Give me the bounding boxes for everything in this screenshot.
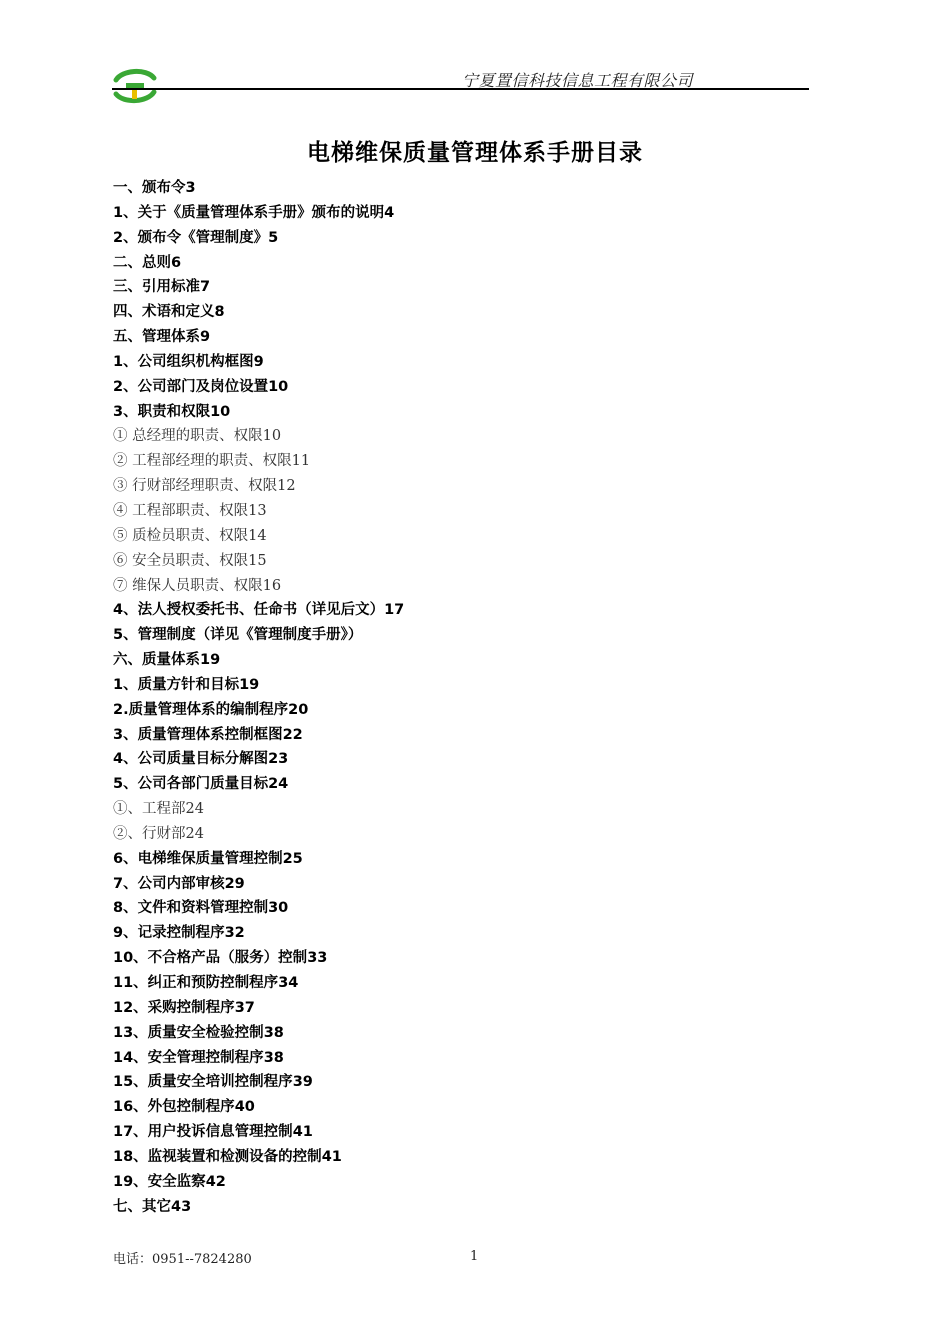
toc-entry[interactable]	[113, 449, 713, 474]
toc-entry[interactable]	[113, 797, 713, 822]
toc-entry-page: 17	[384, 602, 405, 619]
toc-entry-page: 24	[185, 825, 204, 842]
toc-entry-label: 16、外包控制程序	[113, 1099, 235, 1116]
toc-entry[interactable]	[113, 1145, 713, 1170]
toc-entry[interactable]	[113, 1195, 713, 1220]
toc-entry-label: 3、质量管理体系控制框图	[113, 726, 283, 743]
toc-entry-page: 30	[268, 900, 289, 917]
document-title: 电梯维保质量管理体系手册目录	[307, 140, 643, 166]
toc-entry-label: 7、公司内部审核	[113, 875, 225, 892]
toc-entry[interactable]	[113, 325, 713, 350]
toc-entry-label: 8、文件和资料管理控制	[113, 900, 269, 917]
toc-entry[interactable]	[113, 772, 713, 797]
toc-entry[interactable]	[113, 275, 713, 300]
toc-entry-page: 29	[224, 875, 245, 892]
toc-entry[interactable]	[113, 946, 713, 971]
toc-entry-label: 一、颁布令	[113, 180, 186, 196]
toc-entry-label: 3、职责和权限	[113, 403, 211, 420]
toc-entry-page: 22	[282, 726, 303, 743]
toc-entry-page: 10	[262, 428, 282, 445]
toc-entry-page: 16	[262, 577, 282, 594]
toc-entry[interactable]	[113, 1120, 713, 1145]
toc-entry-label: 1、公司组织机构框图	[113, 353, 254, 370]
toc-entry[interactable]	[113, 474, 713, 499]
toc-entry[interactable]	[113, 549, 713, 574]
toc-entry[interactable]	[113, 872, 713, 897]
company-logo-icon	[112, 66, 158, 106]
toc-entry-page: 3	[185, 180, 196, 196]
toc-entry-label: ① 总经理的职责、权限	[113, 428, 263, 445]
toc-entry-page: 11	[291, 453, 311, 470]
toc-entry-page: 12	[277, 478, 296, 495]
toc-entry-page: 41	[321, 1148, 342, 1165]
toc-entry-page: 25	[282, 850, 303, 867]
toc-entry-label: 13、质量安全检验控制	[113, 1024, 264, 1041]
toc-entry-label: ⑦ 维保人员职责、权限	[113, 577, 263, 594]
toc-entry[interactable]	[113, 300, 713, 325]
toc-entry-label: 19、安全监察	[113, 1173, 206, 1190]
toc-entry-page: 10	[268, 378, 289, 395]
toc-entry-label: 二、总则	[113, 254, 171, 271]
toc-entry-label: 1、质量方针和目标	[113, 676, 240, 693]
toc-entry-page: 41	[292, 1124, 313, 1141]
toc-entry-label: 4、法人授权委托书、任命书（详见后文）	[113, 602, 385, 619]
toc-entry[interactable]	[113, 350, 713, 375]
toc-entry[interactable]	[113, 673, 713, 698]
toc-entry-page: 20	[288, 701, 309, 718]
toc-entry[interactable]	[113, 896, 713, 921]
toc-entry-page: 13	[248, 502, 267, 519]
toc-entry-page: 10	[210, 403, 231, 420]
toc-entry-page: 9	[200, 329, 211, 346]
toc-entry-label: ③ 行财部经理职责、权限	[113, 478, 278, 495]
toc-entry-label: 2.质量管理体系的编制程序	[113, 701, 289, 718]
toc-entry-page: 5	[268, 229, 279, 246]
toc-entry-page: 43	[171, 1198, 192, 1215]
toc-entry[interactable]	[113, 424, 713, 449]
table-of-contents	[113, 176, 713, 1219]
toc-entry-label: 七、其它	[113, 1198, 171, 1215]
toc-entry-page: 34	[278, 975, 299, 991]
toc-entry-page: 38	[263, 1024, 284, 1041]
toc-entry-label: 10、不合格产品（服务）控制	[113, 950, 308, 967]
toc-entry[interactable]	[113, 847, 713, 872]
toc-entry[interactable]	[113, 201, 713, 226]
toc-entry-label: 三、引用标准	[113, 279, 200, 296]
toc-entry-label: 15、质量安全培训控制程序	[113, 1074, 293, 1091]
toc-entry-label: 2、颁布令《管理制度》	[113, 229, 269, 246]
toc-entry[interactable]	[113, 375, 713, 400]
toc-entry-label: 12、采购控制程序	[113, 999, 235, 1016]
toc-entry-label: 5、公司各部门质量目标	[113, 776, 269, 793]
toc-entry-label: ②、行财部	[113, 825, 186, 842]
toc-entry[interactable]	[113, 1095, 713, 1120]
toc-entry-label: 18、监视装置和检测设备的控制	[113, 1148, 322, 1165]
toc-entry[interactable]	[113, 1046, 713, 1071]
toc-entry[interactable]	[113, 598, 713, 623]
toc-entry-label: 五、管理体系	[113, 329, 200, 346]
toc-entry-label: 四、术语和定义	[113, 304, 215, 321]
toc-entry-page: 24	[268, 776, 289, 793]
toc-entry-page: 15	[248, 552, 267, 569]
toc-entry-page: 24	[185, 801, 204, 818]
toc-entry[interactable]	[113, 1070, 713, 1095]
toc-entry-label: ② 工程部经理的职责、权限	[113, 453, 292, 470]
toc-entry-label: 9、记录控制程序	[113, 925, 225, 942]
toc-entry[interactable]	[113, 822, 713, 847]
toc-entry[interactable]	[113, 747, 713, 772]
toc-entry-label: 5、管理制度（详见《管理制度手册》）	[113, 627, 363, 644]
toc-entry-label: 6、电梯维保质量管理控制	[113, 850, 283, 867]
toc-entry-page: 40	[234, 1099, 255, 1116]
toc-entry-label: ⑤ 质检员职责、权限	[113, 527, 249, 544]
toc-entry[interactable]	[113, 251, 713, 276]
toc-entry[interactable]	[113, 623, 713, 648]
footer-phone: 电话：0951--7824280	[113, 1252, 252, 1267]
toc-entry[interactable]	[113, 574, 713, 599]
toc-entry-page: 38	[263, 1049, 284, 1066]
toc-entry-label: 4、公司质量目标分解图	[113, 751, 269, 768]
toc-entry[interactable]	[113, 648, 713, 673]
toc-entry[interactable]	[113, 698, 713, 723]
toc-entry-page: 37	[234, 999, 255, 1016]
toc-entry-page: 8	[214, 304, 225, 321]
toc-entry-page: 6	[171, 254, 182, 271]
toc-entry[interactable]	[113, 1170, 713, 1195]
toc-entry-label: 1、关于《质量管理体系手册》颁布的说明	[113, 204, 385, 221]
toc-entry-page: 4	[384, 204, 395, 221]
toc-entry-label: ④ 工程部职责、权限	[113, 502, 249, 519]
toc-entry-page: 32	[224, 925, 245, 942]
toc-entry[interactable]	[113, 226, 713, 251]
toc-entry-page: 42	[205, 1173, 226, 1190]
toc-entry-label: 11、纠正和预防控制程序	[113, 975, 279, 991]
toc-entry-label: 2、公司部门及岗位设置	[113, 378, 269, 395]
toc-entry[interactable]	[113, 524, 713, 549]
toc-entry-page: 19	[239, 676, 260, 693]
toc-entry[interactable]	[113, 400, 713, 425]
toc-entry-page: 23	[268, 751, 289, 768]
toc-entry-page: 14	[248, 527, 267, 544]
toc-entry-page: 9	[253, 353, 264, 370]
toc-entry[interactable]	[113, 176, 713, 201]
toc-entry-label: 17、用户投诉信息管理控制	[113, 1124, 293, 1141]
toc-entry[interactable]	[113, 971, 713, 996]
toc-entry[interactable]	[113, 921, 713, 946]
header-rule	[112, 88, 809, 90]
company-name: 宁夏置信科技信息工程有限公司	[461, 71, 693, 90]
footer-page-number: 1	[470, 1249, 479, 1264]
toc-entry-page: 19	[200, 652, 221, 669]
toc-entry-label: 六、质量体系	[113, 652, 200, 669]
toc-entry[interactable]	[113, 499, 713, 524]
toc-entry[interactable]	[113, 996, 713, 1021]
toc-entry-page: 33	[307, 950, 328, 967]
toc-entry-label: ①、工程部	[113, 801, 186, 818]
toc-entry-label: 14、安全管理控制程序	[113, 1049, 264, 1066]
toc-entry[interactable]	[113, 1021, 713, 1046]
toc-entry-label: ⑥ 安全员职责、权限	[113, 552, 249, 569]
toc-entry-page: 39	[292, 1074, 313, 1091]
toc-entry-page: 7	[200, 279, 211, 296]
toc-entry[interactable]	[113, 723, 713, 748]
